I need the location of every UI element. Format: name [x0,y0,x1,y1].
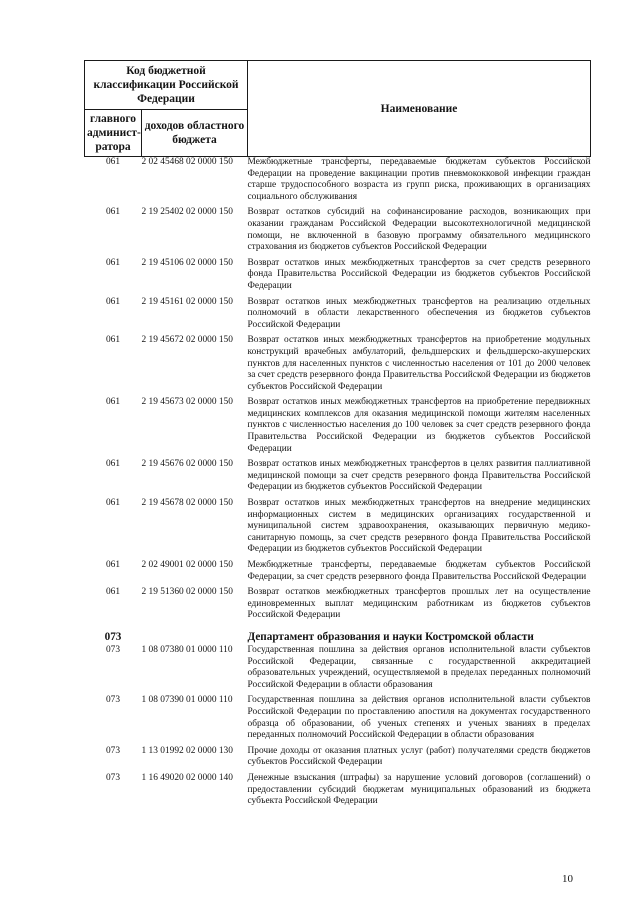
name-cell: Возврат остатков иных межбюджетных трансфертов на реализацию отдельных полномочий в области лекарственного обеспечения из бюджетов субъектов Российской Федерации [247,296,591,330]
name-cell: Прочие доходы от оказания платных услуг (работ) получателями средств бюджетов субъектов Российской Федерации [247,745,591,768]
income-code-cell: 2 19 45678 02 0000 150 [141,498,233,509]
name-cell: Возврат остатков межбюджетных трансфертов прошлых лет на осуществление единовременных выплат медицинским работникам из бюджетов субъектов Российской Федерации [247,587,591,621]
name-cell: Возврат остатков иных межбюджетных трансфертов за счет средств резервного фонда Правительства Российской Федерации из бюджетов субъектов Российской Федерации [247,257,591,291]
income-code-cell: 2 19 45676 02 0000 150 [141,459,233,470]
admin-code-cell: 061 [105,587,121,598]
admin-code-cell: 061 [105,207,121,218]
table-row [85,645,591,695]
income-code-cell: 1 16 49020 02 0000 140 [141,772,233,783]
table-row [85,560,591,587]
name-cell: Государственная пошлина за действия органов исполнительной власти субъектов Российской Федерации, связанные с государственной аккредитацией образовательных учреждений, осуществляемой в пределах переданных полномочий Российской Федерации в области образования [247,644,591,690]
name-cell: Денежные взыскания (штрафы) за нарушение условий договоров (соглашений) о предоставлении субсидий бюджетам муниципальных образований из бюджета субъекта Российской Федерации [247,772,591,807]
table-row [85,335,591,397]
income-code-cell: 2 19 45672 02 0000 150 [141,335,233,346]
table-body [85,157,591,812]
name-cell: Возврат остатков субсидий на софинансирование расходов, возникающих при оказании гражданам Российской Федерации высокотехнологичной медицинской помощи, не включенной в базовую программу обязательного медицинского страхования из бюджетов субъектов Российской Федерации [247,207,591,253]
admin-code-cell: 061 [105,296,121,307]
budget-code-table [84,60,591,812]
department-heading-row [85,626,591,645]
income-code-cell: 1 13 01992 02 0000 130 [141,745,233,756]
income-code-cell [142,626,248,645]
admin-code-cell: 073 [104,630,122,643]
admin-code-cell: 061 [105,397,121,408]
admin-code-cell: 073 [105,644,121,655]
name-cell: Межбюджетные трансферты, передаваемые бюджетам субъектов Российской Федерации на проведение вакцинации против пневмококковой инфекции граждан старше трудоспособного возраста из групп риска, проживающих в организациях социального обслуживания [247,157,591,202]
admin-code-cell: 061 [105,257,121,268]
admin-code-cell: 061 [105,498,121,509]
income-code-cell: 1 08 07390 01 0000 110 [141,695,233,706]
name-cell: Возврат остатков иных межбюджетных трансфертов на внедрение медицинских информационных систем в медицинских организациях государственной и муниципальной систем здравоохранения, оказывающих первичную медико-санитарную помощь, за счет средств резервного фонда Правительства Российской Федерации из бюджетов субъектов Российской Федерации [247,498,591,555]
admin-code-cell: 061 [105,335,121,346]
page-number: 10 [562,873,573,885]
header-income-column: доходов областного бюджета [142,110,248,157]
table-row [85,258,591,297]
table-row [85,459,591,498]
admin-code-cell: 061 [105,560,121,570]
table-row [85,746,591,773]
table-row [85,498,591,560]
table-row [85,695,591,745]
income-code-cell: 2 19 25402 02 0000 150 [141,207,233,218]
admin-code-cell: 073 [105,695,121,706]
table-row [85,157,591,208]
name-cell: Возврат остатков иных межбюджетных трансфертов на приобретение модульных конструкций врачебных амбулаторий, фельдшерских и фельдшерско-акушерских пунктов для населенных пунктов с численностью населения от 101 до 2000 человек за счет средств резервного фонда Правительства Российской Федерации из бюджетов субъектов Российской Федерации [247,335,591,392]
income-code-cell: 1 08 07380 01 0000 110 [141,644,233,655]
income-code-cell: 2 19 51360 02 0000 150 [141,587,233,598]
admin-code-cell: 061 [105,157,121,167]
name-cell: Департамент образования и науки Костромской области [247,630,534,643]
admin-code-cell: 061 [105,459,121,470]
admin-code-cell: 073 [105,745,121,756]
table-row [85,397,591,459]
income-code-cell: 2 19 45106 02 0000 150 [141,257,233,268]
income-code-cell: 2 02 45468 02 0000 150 [141,157,233,167]
table-row [85,587,591,626]
header-group-title: Код бюджетной классификации Российской Федерации [85,61,248,110]
table-header [85,61,591,157]
name-cell: Межбюджетные трансферты, передаваемые бюджетам субъектов Российской Федерации, за счет средств резервного фонда Правительства Российской Федерации [247,560,591,582]
table-row [85,207,591,257]
name-cell: Возврат остатков иных межбюджетных трансфертов в целях развития паллиативной медицинской помощи за счет средств резервного фонда Правительства Российской Федерации из бюджетов субъектов Российской Федерации [247,459,591,493]
name-cell: Возврат остатков иных межбюджетных трансфертов на приобретение передвижных медицинских комплексов для оказания медицинской помощи жителям населенных пунктов с численностью населения до 100 человек за счет средств резервного фонда Правительства Российской Федерации из бюджетов субъектов Российской Федерации [247,397,591,454]
header-admin-column: главного админист-ратора [85,110,142,157]
header-name-column: Наименование [248,61,591,157]
table-row [85,773,591,812]
income-code-cell: 2 19 45673 02 0000 150 [141,397,233,408]
name-cell: Государственная пошлина за действия органов исполнительной власти субъектов Российской Федерации по проставлению апостиля на документах государственного образца об образовании, об ученых степенях и ученых званиях в пределах переданных полномочий Российской Федерации в области образования [247,695,591,741]
table-row [85,297,591,336]
income-code-cell: 2 19 45161 02 0000 150 [141,296,233,307]
income-code-cell: 2 02 49001 02 0000 150 [141,560,233,570]
admin-code-cell: 073 [105,772,121,783]
